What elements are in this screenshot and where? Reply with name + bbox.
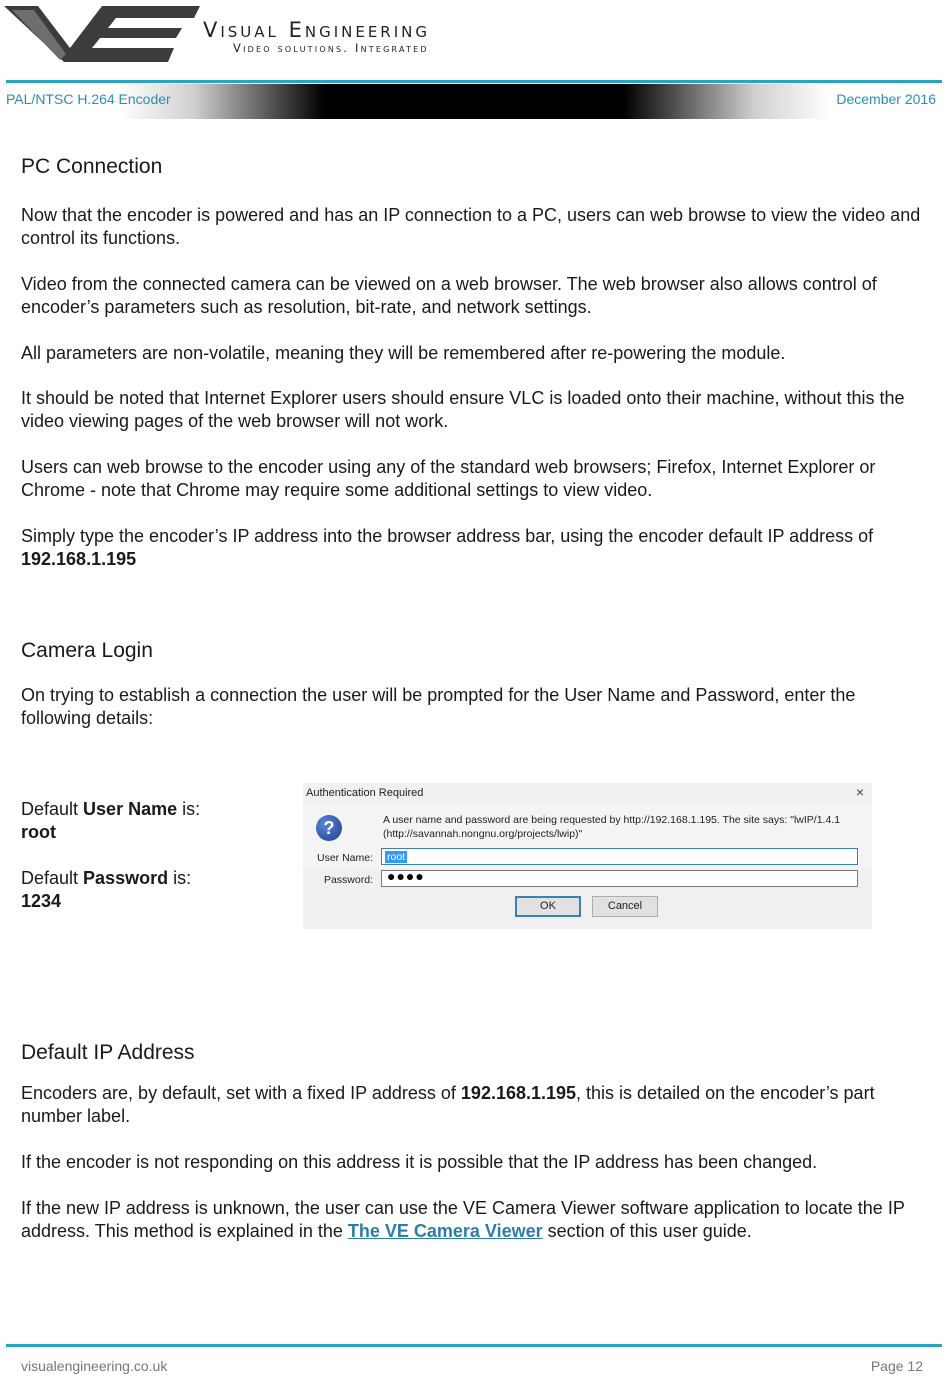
header-date: December 2016 — [836, 91, 936, 107]
dialog-username-value: root — [387, 851, 406, 863]
ve-camera-viewer-link[interactable]: The VE Camera Viewer — [347, 1221, 543, 1241]
default-ip-p1: Encoders are, by default, set with a fixed IP address of 192.168.1.195, this is detailed on the encoder’s part number label. — [21, 1083, 875, 1126]
default-username-text: Default User Name is: root — [21, 799, 201, 842]
header-product: PAL/NTSC H.264 Encoder — [6, 91, 171, 107]
pc-connection-p2: Video from the connected camera can be viewed on a web browser. The web browser also allows control of encoder’s parameters such as resolution, bit-rate, and network settings. — [21, 274, 877, 317]
dialog-password-input[interactable] — [381, 870, 858, 887]
default-ip-p2: If the encoder is not responding on this address it is possible that the IP address has been changed. — [21, 1152, 818, 1172]
default-password-text: Default Password is: 1234 — [21, 868, 192, 911]
pc-connection-p5: Users can web browse to the encoder using any of the standard web browsers; Firefox, Internet Explorer or Chrome - note that Chrome may require some additional settings to view video. — [21, 457, 876, 500]
ok-button[interactable]: OK — [515, 896, 581, 917]
auth-dialog — [303, 783, 872, 929]
default-ip-p3: If the new IP address is unknown, the user can use the VE Camera Viewer software application to locate the IP address. This method is explained in the The VE Camera Viewer section of this user guide. — [21, 1198, 905, 1241]
pc-connection-p6 — [21, 525, 926, 571]
default-username-value: root — [21, 822, 56, 842]
close-icon[interactable]: × — [855, 784, 864, 800]
dialog-username-input[interactable] — [381, 848, 858, 865]
dialog-message: A user name and password are being requested by http://192.168.1.195. The site says: "lwIP/1.4.1 (http://savannah.nongnu.org/projects/lwip)" — [383, 814, 841, 840]
footer-website: visualengineering.co.uk — [21, 1358, 168, 1374]
heading-pc-connection: PC Connection — [21, 155, 163, 178]
heading-camera-login: Camera Login — [21, 639, 153, 662]
default-password-value: 1234 — [21, 891, 62, 911]
header-rule — [6, 80, 942, 83]
footer-page-number: Page 12 — [870, 1358, 923, 1374]
camera-login-p1: On trying to establish a connection the user will be prompted for the User Name and Password, enter the following details: — [21, 685, 856, 728]
cancel-button[interactable]: Cancel — [592, 896, 658, 917]
dialog-password-label: Password: — [323, 874, 373, 886]
brand-tagline: Video solutions. Integrated — [233, 41, 429, 55]
p6-text: Simply type the encoder’s IP address into the browser address bar, using the encoder default IP address of — [21, 526, 874, 546]
heading-default-ip: Default IP Address — [21, 1041, 195, 1064]
pc-connection-p1: Now that the encoder is powered and has an IP connection to a PC, users can web browse to view the video and control its functions. — [21, 205, 921, 248]
dialog-title: Authentication Required — [306, 787, 424, 799]
pc-connection-p3: All parameters are non-volatile, meaning they will be remembered after re-powering the module. — [21, 343, 786, 363]
ve-logo — [4, 4, 204, 64]
dialog-username-label: User Name: — [316, 852, 373, 864]
pc-connection-p4: It should be noted that Internet Explorer users should ensure VLC is loaded onto their machine, without this the video viewing pages of the web browser will not work. — [21, 388, 905, 431]
footer-rule — [6, 1344, 942, 1347]
dialog-password-value: ●●●● — [387, 868, 425, 884]
question-icon: ? — [316, 815, 342, 841]
default-ip-address: 192.168.1.195 — [21, 549, 137, 569]
brand-name: Visual Engineering — [203, 18, 430, 42]
